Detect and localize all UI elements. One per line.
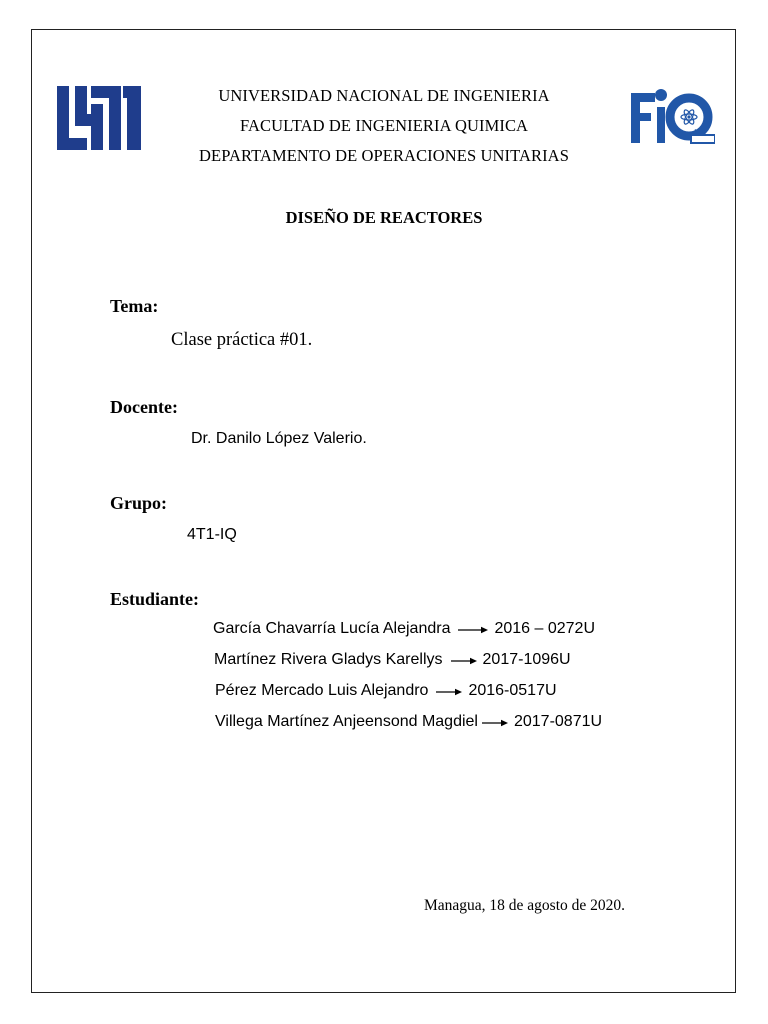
place-date: Managua, 18 de agosto de 2020.: [424, 897, 626, 914]
department-name: DEPARTAMENTO DE OPERACIONES UNITARIAS: [199, 146, 569, 165]
estudiante-label: Estudiante:: [110, 589, 200, 609]
student-id: 2017-0871U: [513, 713, 603, 730]
student-row: [213, 620, 595, 638]
faculty-name: FACULTAD DE INGENIERIA QUIMICA: [239, 116, 529, 135]
student-id: 2016-0517U: [468, 682, 557, 699]
student-name: García Chavarría Lucía Alejandra: [213, 620, 451, 637]
svg-text:FIQ: FIQ: [629, 87, 631, 88]
student-name: Pérez Mercado Luis Alejandro: [215, 682, 429, 699]
student-name: Villega Martínez Anjeensond Magdiel: [215, 713, 478, 730]
arrow-right-icon: [451, 657, 477, 665]
student-row: [215, 713, 602, 731]
student-row: [214, 651, 571, 669]
docente-value: Dr. Danilo López Valerio.: [191, 430, 367, 447]
arrow-right-icon: [458, 626, 488, 634]
student-row: [215, 682, 557, 700]
arrow-right-icon: [436, 688, 462, 696]
university-name: UNIVERSIDAD NACIONAL DE INGENIERIA: [218, 86, 550, 105]
grupo-label: Grupo:: [110, 493, 168, 513]
course-title: DISEÑO DE REACTORES: [285, 208, 483, 227]
student-id: 2017-1096U: [482, 651, 571, 668]
student-name: Martínez Rivera Gladys Karellys: [214, 651, 443, 668]
grupo-value: 4T1-IQ: [187, 526, 237, 543]
docente-label: Docente:: [110, 397, 178, 417]
arrow-right-icon: [482, 719, 508, 727]
tema-label: Tema:: [110, 296, 159, 316]
student-id: 2016 – 0272U: [494, 620, 595, 637]
tema-value: Clase práctica #01.: [171, 330, 313, 350]
